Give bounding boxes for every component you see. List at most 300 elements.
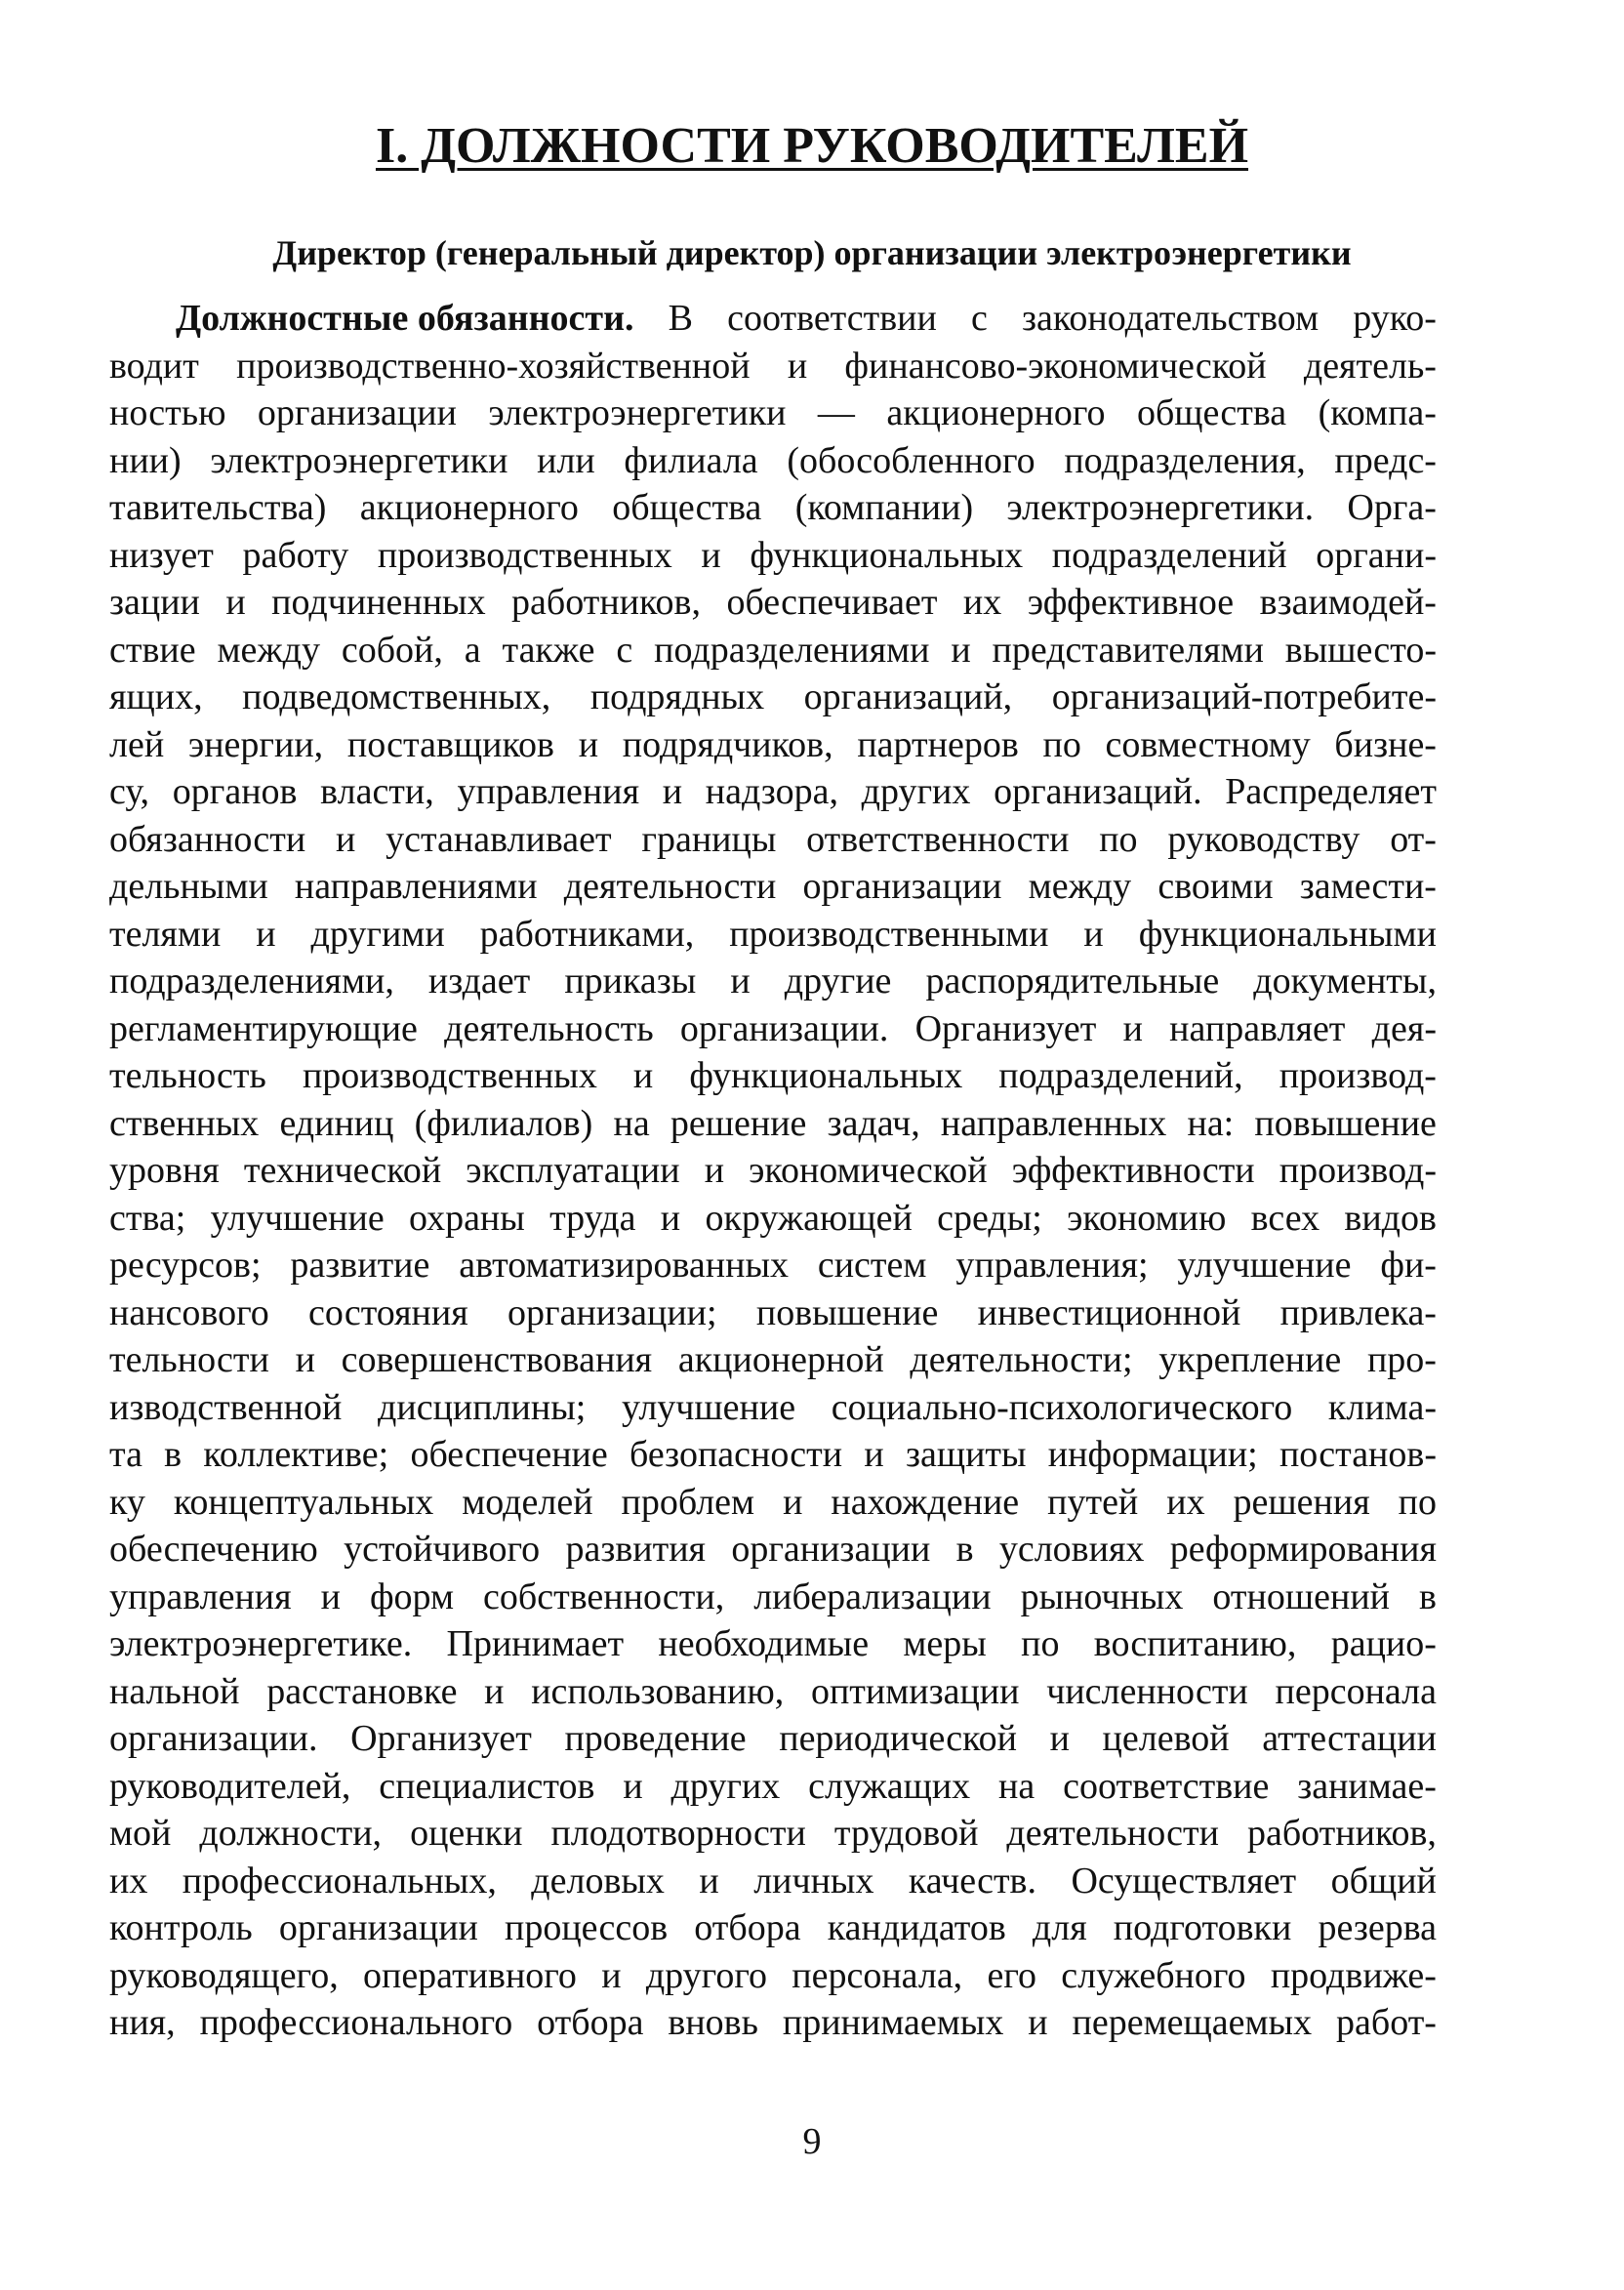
text-line [109, 1574, 1437, 1621]
word: ностью [109, 392, 226, 433]
word: Организует [914, 1007, 1097, 1049]
word: и [1122, 1007, 1143, 1049]
text-line [109, 1336, 1437, 1384]
word: специалистов [379, 1765, 595, 1807]
word: проведение [564, 1718, 747, 1759]
word: организаций, [803, 676, 1013, 717]
word: руководящего, [109, 1954, 339, 1996]
word: акционерной [677, 1339, 884, 1380]
word: вновь [668, 2002, 758, 2043]
word: и [1028, 2002, 1048, 2043]
word: та [109, 1434, 142, 1475]
word: от- [1390, 818, 1437, 860]
word: распорядительные [925, 961, 1220, 1002]
word: электроэнергетики [488, 392, 787, 433]
word: подрядных [589, 676, 765, 717]
word: профессионального [199, 2002, 513, 2043]
word: видов [1344, 1197, 1437, 1239]
word: обязанности [109, 818, 306, 860]
word: на: [1187, 1102, 1235, 1144]
word: служебного [1061, 1954, 1246, 1996]
word: на [613, 1102, 650, 1144]
word: вышесто- [1284, 629, 1437, 671]
word: и [730, 961, 751, 1002]
word: других [861, 771, 971, 812]
word: служащих [808, 1765, 971, 1807]
word: власти, [320, 771, 434, 812]
word: периодической [779, 1718, 1018, 1759]
word: подразделений [1051, 534, 1287, 576]
word: кандидатов [827, 1907, 1006, 1948]
word: поставщиков [346, 723, 554, 765]
word: обеспечению [109, 1529, 318, 1570]
word: подразделений, [998, 1055, 1243, 1096]
word: их [962, 582, 1002, 623]
word: отбора [694, 1907, 801, 1948]
word: концептуальных [173, 1481, 434, 1523]
word: руко- [1353, 298, 1437, 339]
word: организаций-потребите- [1051, 676, 1437, 717]
word: организации [731, 1529, 931, 1570]
word: лей [109, 723, 165, 765]
word: развитие [290, 1245, 430, 1286]
word: подразделения, [1064, 439, 1306, 481]
word: меры [903, 1623, 987, 1664]
word: и [783, 1481, 803, 1523]
word: и [660, 1197, 681, 1239]
word: приказы [564, 961, 697, 1002]
word: других [670, 1765, 781, 1807]
word: трудовой [833, 1813, 979, 1854]
word: Организует [350, 1718, 532, 1759]
text-line [109, 1715, 1437, 1763]
word: резерва [1318, 1907, 1437, 1948]
word: общества [612, 487, 762, 528]
word: границы [641, 818, 777, 860]
text-line [109, 1052, 1437, 1100]
word: низует [109, 534, 214, 576]
word: обеспечение [410, 1434, 608, 1475]
word: водит [109, 345, 199, 387]
word: нии) [109, 439, 182, 481]
text-line [109, 1526, 1437, 1574]
word: про- [1366, 1339, 1437, 1380]
word: филиала [624, 439, 758, 481]
word: тельности [109, 1339, 269, 1380]
text-line [109, 768, 1437, 816]
word: собой, [341, 629, 443, 671]
word: и [701, 534, 721, 576]
word: ствие [109, 629, 196, 671]
text-line [109, 1810, 1437, 1858]
word: общий [1330, 1860, 1437, 1902]
word: законодательством [1022, 298, 1320, 339]
word: на [998, 1765, 1035, 1807]
word: собственности, [483, 1575, 725, 1617]
text-line [109, 579, 1437, 627]
text-line [109, 1479, 1437, 1527]
word: ства; [109, 1197, 186, 1239]
text-line [109, 484, 1437, 532]
word: (компании) [794, 487, 974, 528]
word: принимаемых [782, 2002, 1004, 2043]
word: эксплуатации [466, 1150, 680, 1191]
text-line [109, 343, 1437, 390]
word: надзора, [705, 771, 838, 812]
text-line [109, 816, 1437, 864]
word: персонала, [792, 1954, 963, 1996]
word: и [632, 1055, 654, 1096]
word: Осуществляет [1071, 1860, 1297, 1902]
word: решения [1233, 1481, 1370, 1523]
word: и [951, 629, 971, 671]
word: ку [109, 1481, 145, 1523]
word: работниками, [479, 913, 695, 955]
text-line [109, 863, 1437, 911]
text-line [109, 1005, 1437, 1053]
word: ственных [109, 1102, 260, 1144]
word: реформирования [1169, 1529, 1437, 1570]
word: уровня [109, 1150, 220, 1191]
text-line [109, 1763, 1437, 1811]
word: коллективе; [203, 1434, 389, 1475]
word: организации [802, 866, 1002, 907]
word: направленных [940, 1102, 1167, 1144]
word: В [668, 298, 693, 339]
text-line [109, 721, 1437, 769]
word: Орга- [1347, 487, 1437, 528]
word: управления [457, 771, 640, 812]
word: и [256, 913, 276, 955]
word: отношений [1212, 1575, 1390, 1617]
word: функциональных [750, 534, 1024, 576]
word: безопасности [629, 1434, 843, 1475]
word: и [787, 345, 808, 387]
word: эффективности [1011, 1150, 1255, 1191]
word: улучшение [622, 1386, 796, 1428]
word: нахождение [831, 1481, 1020, 1523]
word: соответствии [727, 298, 937, 339]
word: защиты [905, 1434, 1027, 1475]
word: целевой [1102, 1718, 1230, 1759]
word: и [601, 1954, 622, 1996]
word: функциональных [689, 1055, 963, 1096]
word: тельность [109, 1055, 266, 1096]
word: их [109, 1860, 148, 1902]
word: занимае- [1297, 1765, 1437, 1807]
word: между [217, 629, 320, 671]
word: представителями [992, 629, 1264, 671]
word: направлениями [294, 866, 538, 907]
word: предс- [1334, 439, 1437, 481]
word: состояния [308, 1291, 468, 1333]
text-line [109, 1147, 1437, 1195]
word: акционерного [359, 487, 579, 528]
word: охраны [409, 1197, 525, 1239]
word: необходимые [658, 1623, 870, 1664]
word: между [1028, 866, 1132, 907]
word: развития [565, 1529, 707, 1570]
word: совместному [1105, 723, 1311, 765]
text-line [109, 1195, 1437, 1243]
word: производственных [302, 1055, 597, 1096]
word: условиях [998, 1529, 1145, 1570]
word: качеств. [908, 1860, 1036, 1902]
word: всех [1250, 1197, 1320, 1239]
word: и [699, 1860, 719, 1902]
word: устойчивого [344, 1529, 541, 1570]
word: электроэнергетики. [1006, 487, 1315, 528]
word: обеспечивает [726, 582, 938, 623]
word: автоматизированных [459, 1245, 789, 1286]
word: производ- [1279, 1150, 1437, 1191]
chapter-title: I. ДОЛЖНОСТИ РУКОВОДИТЕЛЕЙ [375, 118, 1249, 174]
word: зации [109, 582, 200, 623]
word: другими [310, 913, 445, 955]
word: руководству [1167, 818, 1360, 860]
word: процессов [505, 1907, 669, 1948]
word: оценки [410, 1813, 523, 1854]
word: единиц [279, 1102, 394, 1144]
word: и [662, 771, 683, 812]
word: инвестиционной [977, 1291, 1241, 1333]
word: ответственности [806, 818, 1070, 860]
word: электроэнергетике. [109, 1623, 413, 1664]
word: издает [427, 961, 531, 1002]
word: перемещаемых [1072, 2002, 1313, 2043]
text-line [109, 437, 1437, 485]
word: партнеров [857, 723, 1019, 765]
word: нальной [109, 1670, 240, 1712]
word: (филиалов) [414, 1102, 593, 1144]
text-line [109, 1668, 1437, 1716]
word: деятельность [444, 1007, 654, 1049]
text-line [109, 1289, 1437, 1337]
word: также [502, 629, 595, 671]
word: производственными [729, 913, 1049, 955]
word: в [164, 1434, 183, 1475]
word: работ- [1336, 2002, 1437, 2043]
word: в [955, 1529, 974, 1570]
word: дисциплины; [378, 1386, 587, 1428]
word: а [464, 629, 481, 671]
word: соответствие [1063, 1765, 1270, 1807]
word: взаимодей- [1259, 582, 1437, 623]
word: подразделениями [654, 629, 930, 671]
word: подготовки [1113, 1907, 1292, 1948]
word: другие [784, 961, 892, 1002]
word: их [1166, 1481, 1205, 1523]
word: производственно-хозяйственной [236, 345, 751, 387]
word: ния, [109, 2002, 176, 2043]
text-line [109, 1100, 1437, 1148]
word: организации. [679, 1007, 889, 1049]
word: оптимизации [810, 1670, 1020, 1712]
word: укрепление [1158, 1339, 1342, 1380]
word: повышение [755, 1291, 939, 1333]
word: дельными [109, 866, 268, 907]
word: моделей [462, 1481, 593, 1523]
word: окружающей [705, 1197, 913, 1239]
word: организации [278, 1907, 478, 1948]
word: организаций. [994, 771, 1202, 812]
word: личных [753, 1860, 874, 1902]
word: проблем [621, 1481, 755, 1523]
lead-label: Должностные обязанности. [176, 298, 634, 339]
text-line [109, 911, 1437, 959]
section-title: Директор (генеральный директор) организации электроэнергетики [272, 233, 1352, 272]
word: работу [242, 534, 349, 576]
word: финансово-экономической [844, 345, 1267, 387]
word: телями [109, 913, 222, 955]
word: функциональными [1138, 913, 1437, 955]
word: Принимает [446, 1623, 625, 1664]
word: и [578, 723, 599, 765]
word: управления [109, 1575, 292, 1617]
word: деятельности; [910, 1339, 1133, 1380]
text-line [109, 1999, 1437, 2047]
word: либерализации [753, 1575, 992, 1617]
word: информации; [1047, 1434, 1258, 1475]
word: экономию [1067, 1197, 1227, 1239]
word: с [970, 298, 988, 339]
word: производственных [377, 534, 672, 576]
word: решение [670, 1102, 807, 1144]
word: руководителей, [109, 1765, 351, 1807]
word: деятельности [1006, 1813, 1219, 1854]
word: форм [369, 1575, 455, 1617]
word: и [225, 582, 246, 623]
word: социально-психологического [831, 1386, 1293, 1428]
word: контроль [109, 1907, 253, 1948]
text-line [109, 674, 1437, 721]
word: задач, [827, 1102, 920, 1144]
word: воспитанию, [1093, 1623, 1297, 1664]
word: (обособленного [787, 439, 1035, 481]
word: акционерного [886, 392, 1106, 433]
word: подрядчиков, [622, 723, 833, 765]
word: деловых [531, 1860, 665, 1902]
word: работников, [511, 582, 701, 623]
body-text [109, 295, 1437, 2047]
word: организации [257, 392, 457, 433]
page-number: 9 [802, 2121, 822, 2162]
word: технической [243, 1150, 442, 1191]
word: и [1083, 913, 1104, 955]
word: по [1021, 1623, 1060, 1664]
word: привлека- [1279, 1291, 1437, 1333]
word: экономической [749, 1150, 988, 1191]
word: по [1398, 1481, 1437, 1523]
word: — [817, 392, 855, 433]
word: (компа- [1318, 392, 1437, 433]
word: повышение [1254, 1102, 1437, 1144]
word: использованию, [531, 1670, 785, 1712]
word: и [623, 1765, 643, 1807]
word: для [1032, 1907, 1087, 1948]
word: его [987, 1954, 1036, 1996]
word: нансового [109, 1291, 269, 1333]
word: и [704, 1150, 725, 1191]
word: своими [1157, 866, 1274, 907]
word: организации; [508, 1291, 717, 1333]
word: расстановке [266, 1670, 458, 1712]
word: устанавливает [386, 818, 612, 860]
word: ресурсов; [109, 1245, 262, 1286]
word: должности, [199, 1813, 383, 1854]
word: направляет [1169, 1007, 1346, 1049]
word: замести- [1299, 866, 1437, 907]
word: энергии, [187, 723, 324, 765]
text-line [109, 958, 1437, 1005]
word: клима- [1327, 1386, 1437, 1428]
word: персонала [1275, 1670, 1437, 1712]
word: профессиональных, [182, 1860, 497, 1902]
word: и [864, 1434, 884, 1475]
word: общества [1136, 392, 1287, 433]
word: управления; [955, 1245, 1149, 1286]
word: путей [1047, 1481, 1139, 1523]
word: производ- [1279, 1055, 1437, 1096]
word: су, [109, 771, 150, 812]
word: изводственной [109, 1386, 343, 1428]
word: плодотворности [550, 1813, 806, 1854]
word: и [484, 1670, 505, 1712]
text-line [109, 1620, 1437, 1668]
text-line [109, 1384, 1437, 1432]
word: оперативного [362, 1954, 577, 1996]
word: регламентирующие [109, 1007, 418, 1049]
word: в [1418, 1575, 1437, 1617]
word: или [537, 439, 595, 481]
text-line [109, 532, 1437, 580]
word: эффективное [1027, 582, 1235, 623]
text-line [109, 389, 1437, 437]
word: и [320, 1575, 341, 1617]
word: по [1099, 818, 1138, 860]
word: ящих, [109, 676, 203, 717]
text-line [109, 1858, 1437, 1905]
word: по [1042, 723, 1081, 765]
word: и [1049, 1718, 1070, 1759]
word: подчиненных [271, 582, 486, 623]
word: деятель- [1303, 345, 1437, 387]
word: продвиже- [1270, 1954, 1437, 1996]
word: Распределяет [1225, 771, 1437, 812]
word: аттестации [1262, 1718, 1437, 1759]
word: бизне- [1334, 723, 1437, 765]
word: рацио- [1330, 1623, 1437, 1664]
word: и [295, 1339, 315, 1380]
word: с [616, 629, 633, 671]
word: дея- [1371, 1007, 1437, 1049]
word: мой [109, 1813, 172, 1854]
word: отбора [537, 2002, 644, 2043]
word: фи- [1380, 1245, 1437, 1286]
word: электроэнергетики [210, 439, 508, 481]
word: систем [817, 1245, 927, 1286]
text-line [109, 1952, 1437, 2000]
word: деятельности [563, 866, 777, 907]
text-line [109, 1431, 1437, 1479]
word: и [335, 818, 356, 860]
text-line [109, 295, 1437, 343]
word: рыночных [1020, 1575, 1184, 1617]
word: подведомственных, [242, 676, 551, 717]
word: органов [172, 771, 298, 812]
word: труда [549, 1197, 636, 1239]
text-line [109, 627, 1437, 675]
